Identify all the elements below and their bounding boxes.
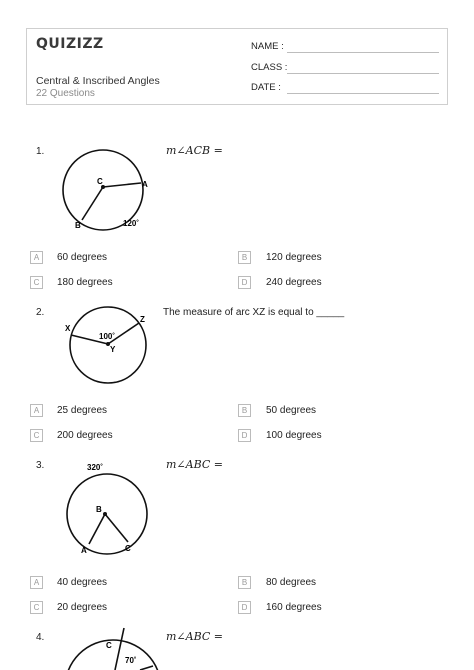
option-letter[interactable]: D [238, 429, 251, 442]
option-text[interactable]: 200 degrees [57, 430, 113, 441]
class-label: CLASS : [251, 62, 288, 73]
option-text[interactable]: 160 degrees [266, 602, 322, 613]
option-letter[interactable]: C [30, 276, 43, 289]
question-number: 1. [36, 146, 45, 157]
worksheet-title: Central & Inscribed Angles [36, 75, 160, 87]
circle-diagram [58, 626, 168, 670]
option-letter[interactable]: C [30, 429, 43, 442]
date-line[interactable] [287, 93, 439, 94]
option-text[interactable]: 25 degrees [57, 405, 108, 416]
question-count: 22 Questions [36, 88, 95, 99]
name-label: NAME : [251, 41, 284, 52]
question-prompt: m∠ABC = [166, 630, 224, 643]
class-line[interactable] [287, 73, 439, 74]
option-letter[interactable]: B [238, 251, 251, 264]
option-text[interactable]: 180 degrees [57, 277, 113, 288]
point-label: A [142, 180, 148, 189]
quizizz-logo: QUIZIZZ [36, 36, 104, 52]
option-letter[interactable]: B [238, 576, 251, 589]
angle-label: 100˚ [99, 332, 116, 341]
point-label: C [97, 177, 103, 186]
option-text[interactable]: 60 degrees [57, 252, 108, 263]
circle-diagram [60, 306, 160, 388]
option-letter[interactable]: A [30, 251, 43, 264]
option-text[interactable]: 40 degrees [57, 577, 108, 588]
question-number: 3. [36, 460, 45, 471]
point-label: C [125, 544, 131, 553]
option-text[interactable]: 20 degrees [57, 602, 108, 613]
point-label: B [96, 505, 102, 514]
point-label: Z [140, 315, 145, 324]
question-number: 2. [36, 307, 45, 318]
name-line[interactable] [287, 52, 439, 53]
option-text[interactable]: 240 degrees [266, 277, 322, 288]
question-prompt: The measure of arc XZ is equal to _____ [163, 307, 345, 318]
question-prompt: m∠ACB = [166, 144, 223, 157]
point-label: A [81, 546, 87, 555]
question-number: 4. [36, 632, 45, 643]
date-label: DATE : [251, 82, 281, 93]
point-label: Y [110, 345, 116, 354]
option-letter[interactable]: D [238, 601, 251, 614]
option-letter[interactable]: A [30, 576, 43, 589]
option-text[interactable]: 100 degrees [266, 430, 322, 441]
arc-label: 120˚ [123, 219, 140, 228]
option-text[interactable]: 80 degrees [266, 577, 317, 588]
circle-diagram [58, 458, 178, 558]
option-text[interactable]: 120 degrees [266, 252, 322, 263]
option-letter[interactable]: D [238, 276, 251, 289]
option-letter[interactable]: A [30, 404, 43, 417]
option-letter[interactable]: C [30, 601, 43, 614]
circle-diagram [55, 140, 175, 235]
option-letter[interactable]: B [238, 404, 251, 417]
question-prompt: m∠ABC = [166, 458, 224, 471]
point-label: X [65, 324, 71, 333]
worksheet-header [26, 28, 448, 105]
option-text[interactable]: 50 degrees [266, 405, 317, 416]
arc-label: 320˚ [87, 463, 104, 472]
angle-label: 70˚ [125, 656, 137, 665]
point-label: C [106, 641, 112, 650]
point-label: B [75, 221, 81, 230]
